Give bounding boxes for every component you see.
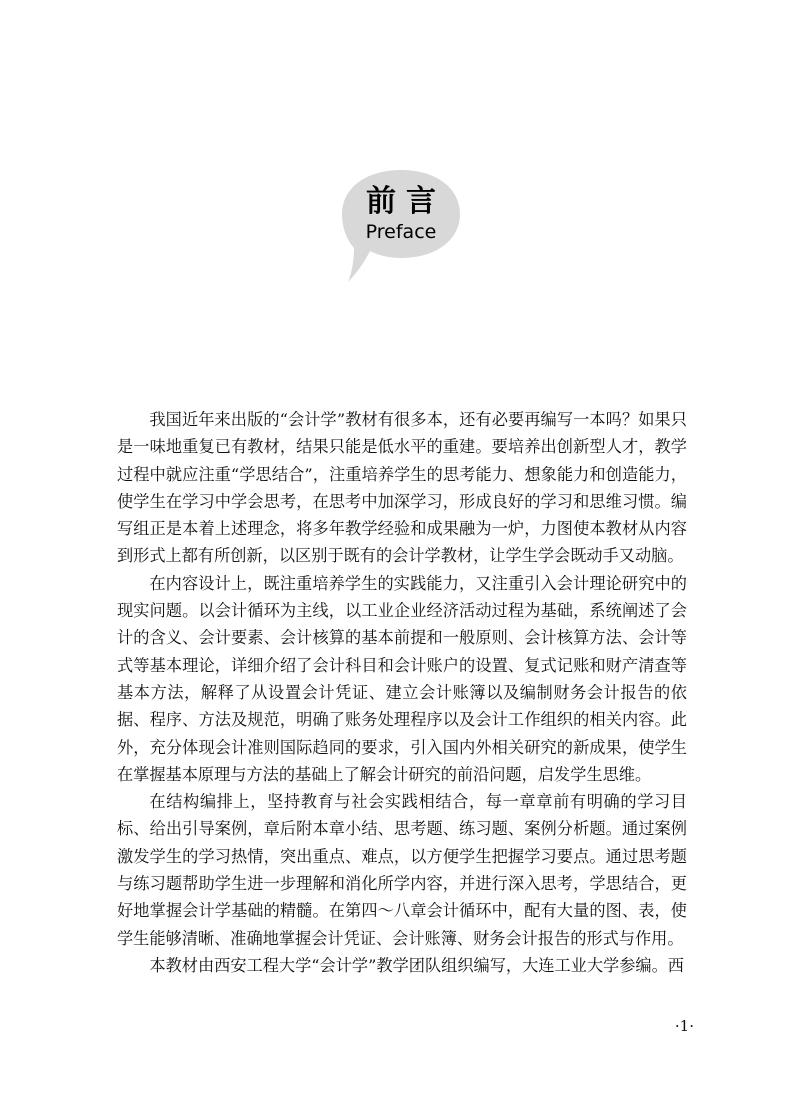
paragraph: 在内容设计上，既注重培养学生的实践能力，又注重引入会计理论研究中的现实问题。以会计循环为主线，以工业企业经济活动过程为基础，系统阐述了会计的含义、会计要素、会计核算的基本前提和一般原则、会计核算方法、会计等式等基本理论，详细介绍了会计科目和会计账户的设置、复式记账和财产清查等基本方法，解释了从设置会计凭证、建立会计账簿以及编制财务会计报告的依据、程序、方法及规范，明确了账务处理程序以及会计工作组织的相关内容。此外，充分体现会计准则国际趋同的要求，引入国内外相关研究的新成果，使学生在掌握基本原理与方法的基础上了解会计研究的前沿问题，启发学生思维。	[117, 573, 687, 784]
preface-subtitle: Preface	[365, 221, 437, 243]
paragraph: 在结构编排上，坚持教育与社会实践相结合，每一章章前有明确的学习目标、给出引导案例，章后附本章小结、思考题、练习题、案例分析题。通过案例激发学生的学习热情，突出重点、难点，以方便学生把握学习要点。通过思考题与练习题帮助学生进一步理解和消化所学内容，并进行深入思考，学思结合，更好地掌握会计学基础的精髓。在第四～八章会计循环中，配有大量的图、表，使学生能够清晰、准确地掌握会计凭证、会计账簿、财务会计报告的形式与作用。	[117, 792, 687, 948]
paragraph: 本教材由西安工程大学“会计学”教学团队组织编写，大连工业大学参编。西	[149, 955, 684, 975]
preface-title: 前言	[366, 184, 446, 219]
preface-speech-bubble	[340, 168, 462, 286]
page-number: ·1·	[674, 1017, 694, 1035]
paragraph: 我国近年来出版的“会计学”教材有很多本，还有必要再编写一本吗？如果只是一味地重复已有教材，结果只能是低水平的重建。要培养出创新型人才，教学过程中就应注重“学思结合”，注重培养学生的思考能力、想象能力和创造能力，使学生在学习中学会思考，在思考中加深学习，形成良好的学习和思维习惯。编写组正是本着上述理念，将多年教学经验和成果融为一炉，力图使本教材从内容到形式上都有所创新，以区别于既有的会计学教材，让学生学会既动手又动脑。	[117, 410, 687, 566]
preface-body	[117, 406, 687, 979]
